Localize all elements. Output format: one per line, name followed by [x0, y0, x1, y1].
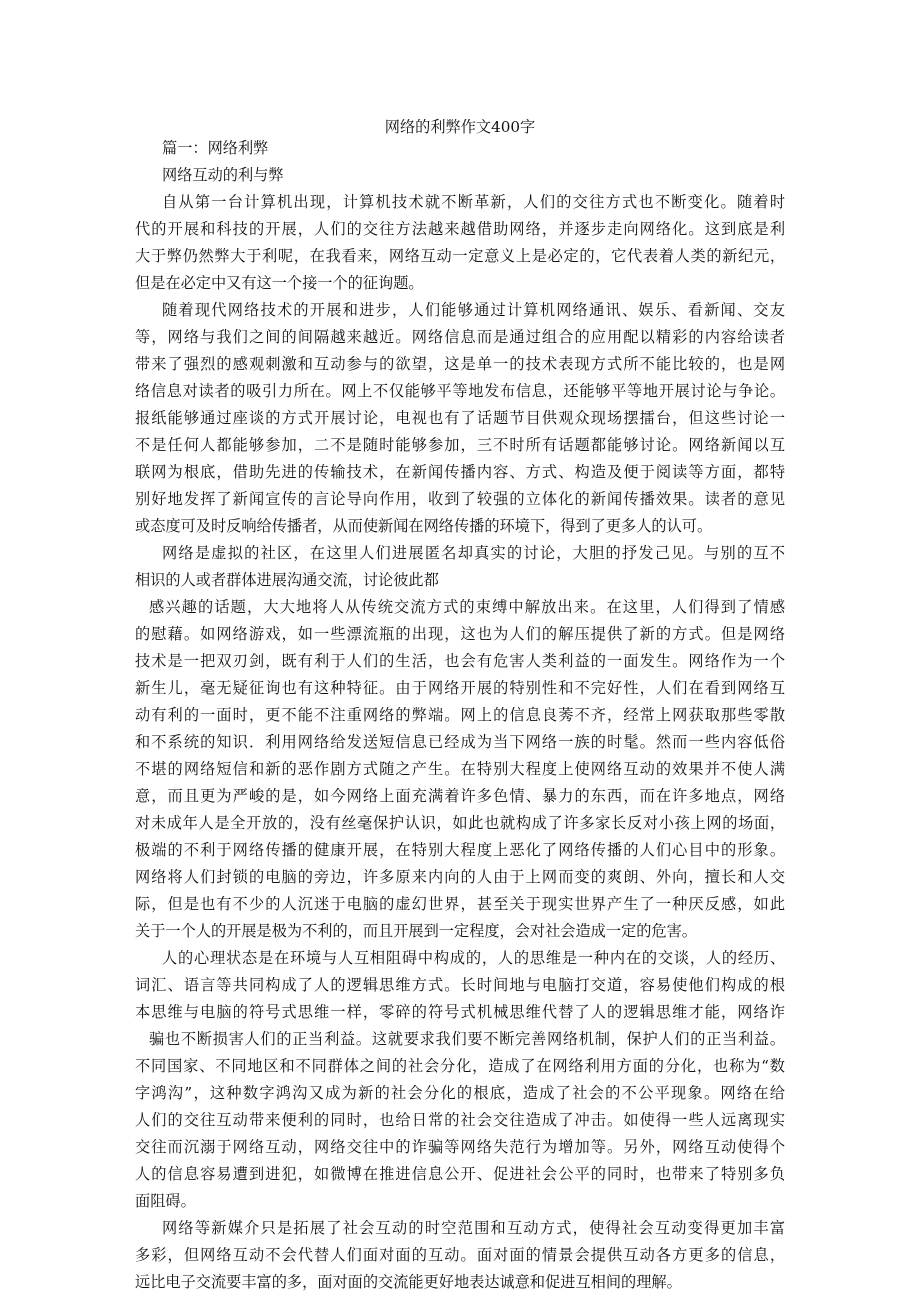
- document-title: 网络的利弊作文400字: [384, 118, 536, 136]
- text-line: 等，网络与我们之间的间隔越来越近。网络信息而是通过组合的应用配以精彩的内容给读者: [135, 328, 785, 346]
- text-line: 面阻碍。: [135, 1192, 196, 1210]
- text-line: 本思维与电脑的符号式思维一样，零碎的符号式机械思维代替了人的逻辑思维才能，网络诈: [135, 1003, 785, 1021]
- text-line: 词汇、语言等共同构成了人的逻辑思维方式。长时间地与电脑打交道，容易使他们构成的根: [135, 976, 785, 994]
- text-line: 远比电子交流要丰富的多，面对面的交流能更好地表达诚意和促进互相间的理解。: [135, 1273, 682, 1291]
- text-line: 网络等新媒介只是拓展了社会互动的时空范围和互动方式，使得社会互动变得更加丰富: [162, 1219, 785, 1237]
- text-line: 或态度可及时反响给传播者，从而使新闻在网络传播的环境下，得到了更多人的认可。: [135, 517, 713, 535]
- text-line: 联网为根底，借助先进的传输技术，在新闻传播内容、方式、构造及便于阅读等方面，都特: [135, 463, 785, 481]
- text-line: 络信息对读者的吸引力所在。网上不仅能够平等地发布信息，还能够平等地开展讨论与争论。: [135, 382, 785, 400]
- text-line: 报纸能够通过座谈的方式开展讨论，电视也有了话题节目供观众现场摆擂台，但这些讨论一: [135, 409, 785, 427]
- text-line: 代的开展和科技的开展，人们的交往方法越来越借助网络，并逐步走向网络化。这到底是利: [135, 220, 785, 238]
- document-body: [135, 135, 785, 1296]
- text-line: 篇一：网络利弊: [162, 139, 269, 157]
- text-line: 带来了强烈的感观刺激和互动参与的欲望，这是单一的技术表现方式所不能比较的，也是网: [135, 355, 785, 373]
- text-line: 技术是一把双刃剑，既有利于人们的生活，也会有危害人类利益的一面发生。网络作为一个: [135, 652, 785, 670]
- text-line: 不堪的网络短信和新的恶作剧方式随之产生。在特别大程度上使网络互动的效果并不使人满: [135, 760, 785, 778]
- text-line: 人的信息容易遭到进犯，如微博在推进信息公开、促进社会公平的同时，也带来了特别多负: [135, 1165, 785, 1183]
- text-line: 人的心理状态是在环境与人互相阻碍中构成的，人的思维是一种内在的交谈，人的经历、: [162, 949, 785, 967]
- text-line: 新生儿，毫无疑征询也有这种特征。由于网络开展的特别性和不完好性，人们在看到网络互: [135, 679, 785, 697]
- text-line: 感兴趣的话题，大大地将人从传统交流方式的束缚中解放出来。在这里，人们得到了情感: [149, 598, 785, 616]
- text-line: 人们的交往互动带来便利的同时，也给日常的社会交往造成了冲击。如使得一些人远离现实: [135, 1111, 785, 1129]
- text-line: 交往而沉溺于网络互动，网络交往中的诈骗等网络失范行为增加等。另外，网络互动使得个: [135, 1138, 785, 1156]
- text-line: 自从第一台计算机出现，计算机技术就不断革新，人们的交往方式也不断变化。随着时: [162, 193, 785, 211]
- text-line: 多彩，但网络互动不会代替人们面对面的互动。面对面的情景会提供互动各方更多的信息，: [135, 1246, 785, 1264]
- text-line: 骗也不断损害人们的正当利益。这就要求我们要不断完善网络机制，保护人们的正当利益。: [149, 1030, 785, 1048]
- text-line: 别好地发挥了新闻宣传的言论导向作用，收到了较强的立体化的新闻传播效果。读者的意见: [135, 490, 785, 508]
- text-line: 大于弊仍然弊大于利呢，在我看来，网络互动一定意义上是必定的，它代表着人类的新纪元，: [135, 247, 785, 265]
- text-line: 不同国家、不同地区和不同群体之间的社会分化，造成了在网络利用方面的分化，也称为“数: [135, 1057, 785, 1075]
- text-line: 字鸿沟”，这种数字鸿沟又成为新的社会分化的根底，造成了社会的不公平现象。网络在给: [135, 1084, 785, 1102]
- text-line: 动有利的一面时，更不能不注重网络的弊端。网上的信息良莠不齐，经常上网获取那些零散: [135, 706, 785, 724]
- text-line: 不是任何人都能够参加，二不是随时能够参加，三不时所有话题都能够讨论。网络新闻以互: [135, 436, 785, 454]
- text-line: 网络互动的利与弊: [162, 166, 284, 184]
- text-line: 网络将人们封锁的电脑的旁边，许多原来内向的人由于上网而变的爽朗、外向，擅长和人交: [135, 868, 785, 886]
- text-line: 极端的不利于网络传播的健康开展，在特别大程度上恶化了网络传播的人们心目中的形象。: [135, 841, 785, 859]
- text-line: 关于一个人的开展是极为不利的，而且开展到一定程度，会对社会造成一定的危害。: [135, 922, 697, 940]
- text-line: 和不系统的知识．利用网络给发送短信息已经成为当下网络一族的时髦。然而一些内容低俗: [135, 733, 785, 751]
- text-line: 网络是虚拟的社区，在这里人们进展匿名却真实的讨论，大胆的抒发己见。与别的互不: [162, 544, 785, 562]
- text-line: 际，但是也有不少的人沉迷于电脑的虚幻世界，甚至关于现实世界产生了一种厌反感，如此: [135, 895, 785, 913]
- text-line: 意，而且更为严峻的是，如今网络上面充满着许多色情、暴力的东西，而在许多地点，网络: [135, 787, 785, 805]
- text-line: 的慰藉。如网络游戏，如一些漂流瓶的出现，这也为人们的解压提供了新的方式。但是网络: [135, 625, 785, 643]
- text-line: 相识的人或者群体进展沟通交流，讨论彼此都: [135, 571, 439, 589]
- text-line: 随着现代网络技术的开展和进步，人们能够通过计算机网络通讯、娱乐、看新闻、交友: [162, 301, 785, 319]
- text-line: 对未成年人是全开放的，没有丝毫保护认识，如此也就构成了许多家长反对小孩上网的场面，: [135, 814, 785, 832]
- text-line: 但是在必定中又有这一个接一个的征询题。: [135, 274, 424, 292]
